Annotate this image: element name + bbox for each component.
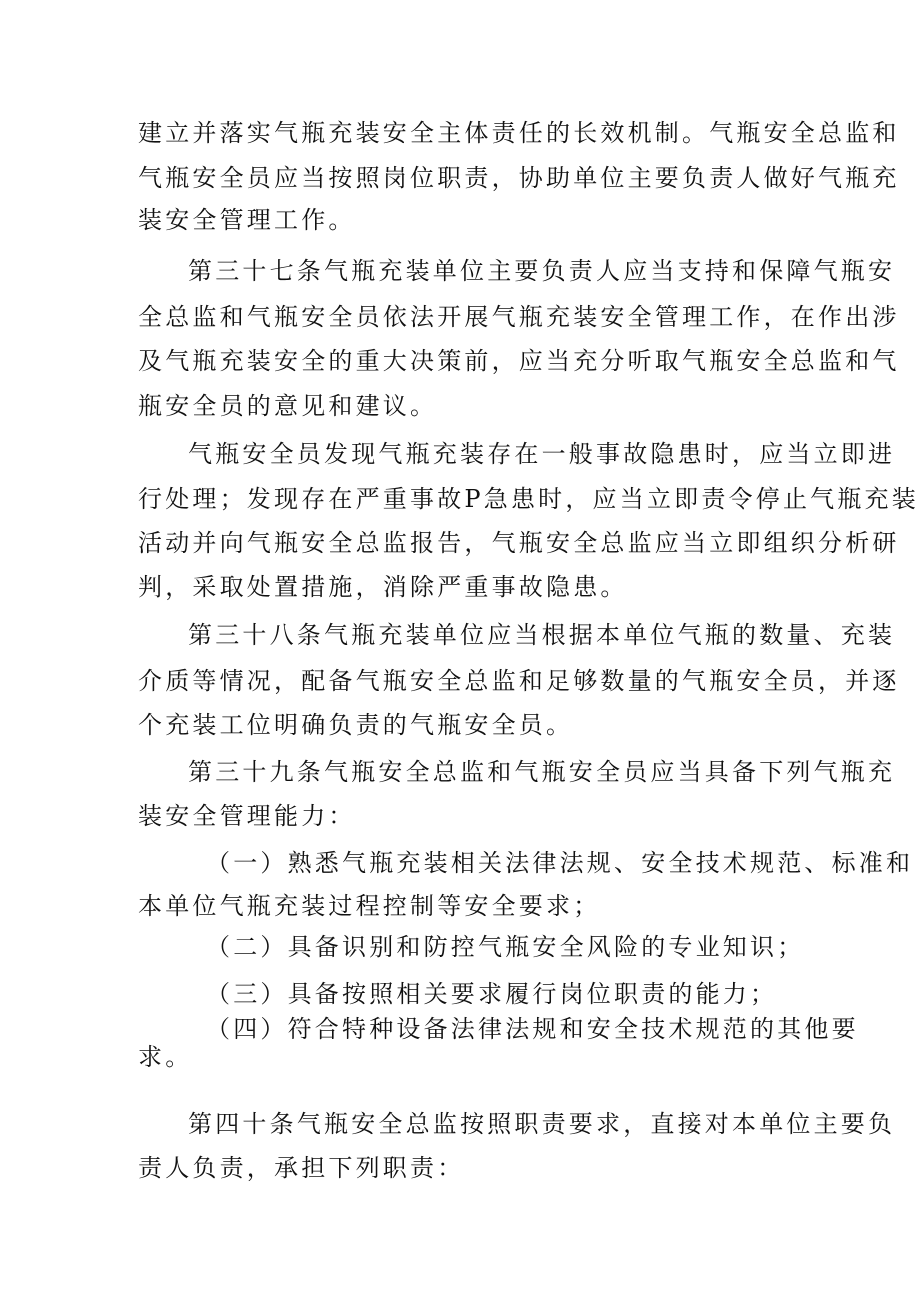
text-line: 气瓶安全员应当按照岗位职责，协助单位主要负责人做好气瓶充 bbox=[138, 164, 900, 192]
text-line: 责人负责，承担下列职责： bbox=[138, 1154, 465, 1182]
text-line: 及气瓶充装安全的重大决策前，应当充分听取气瓶安全总监和气 bbox=[138, 347, 900, 375]
text-line: 求。 bbox=[138, 1043, 193, 1071]
text-line: 装安全管理工作。 bbox=[138, 206, 356, 234]
text-line: 行处理；发现存在严重事故P急患时，应当立即责令停止气瓶充装 bbox=[138, 485, 919, 513]
list-item-line: （二）具备识别和防控气瓶安全风险的专业知识； bbox=[206, 933, 805, 961]
paragraph-start-line: 第三十八条气瓶充装单位应当根据本单位气瓶的数量、充装 bbox=[188, 621, 896, 649]
text-line: 建立并落实气瓶充装安全主体责任的长效机制。气瓶安全总监和 bbox=[138, 119, 900, 147]
paragraph-start-line: 第四十条气瓶安全总监按照职责要求，直接对本单位主要负 bbox=[188, 1110, 896, 1138]
list-item-line: （三）具备按照相关要求履行岗位职责的能力； bbox=[206, 980, 778, 1008]
list-item-line: （一）熟悉气瓶充装相关法律法规、安全技术规范、标准和 bbox=[206, 849, 914, 877]
text-line: 个充装工位明确负责的气瓶安全员。 bbox=[138, 711, 574, 739]
text-line: 瓶安全员的意见和建议。 bbox=[138, 392, 438, 420]
paragraph-start-line: 气瓶安全员发现气瓶充装存在一般事故隐患时，应当立即进 bbox=[188, 440, 896, 468]
text-line: 本单位气瓶充装过程控制等安全要求； bbox=[138, 892, 601, 920]
paragraph-start-line: 第三十九条气瓶安全总监和气瓶安全员应当具备下列气瓶充 bbox=[188, 758, 896, 786]
text-line: 判，采取处置措施，消除严重事故隐患。 bbox=[138, 573, 628, 601]
text-line: 活动并向气瓶安全总监报告，气瓶安全总监应当立即组织分析研 bbox=[138, 529, 900, 557]
paragraph-start-line: 第三十七条气瓶充装单位主要负责人应当支持和保障气瓶安 bbox=[188, 257, 896, 285]
text-line: 介质等情况，配备气瓶安全总监和足够数量的气瓶安全员，并逐 bbox=[138, 667, 900, 695]
text-line: 全总监和气瓶安全员依法开展气瓶充装安全管理工作，在作出涉 bbox=[138, 303, 900, 331]
list-item-line: （四）符合特种设备法律法规和安全技术规范的其他要 bbox=[206, 1015, 859, 1043]
text-line: 装安全管理能力： bbox=[138, 802, 356, 830]
